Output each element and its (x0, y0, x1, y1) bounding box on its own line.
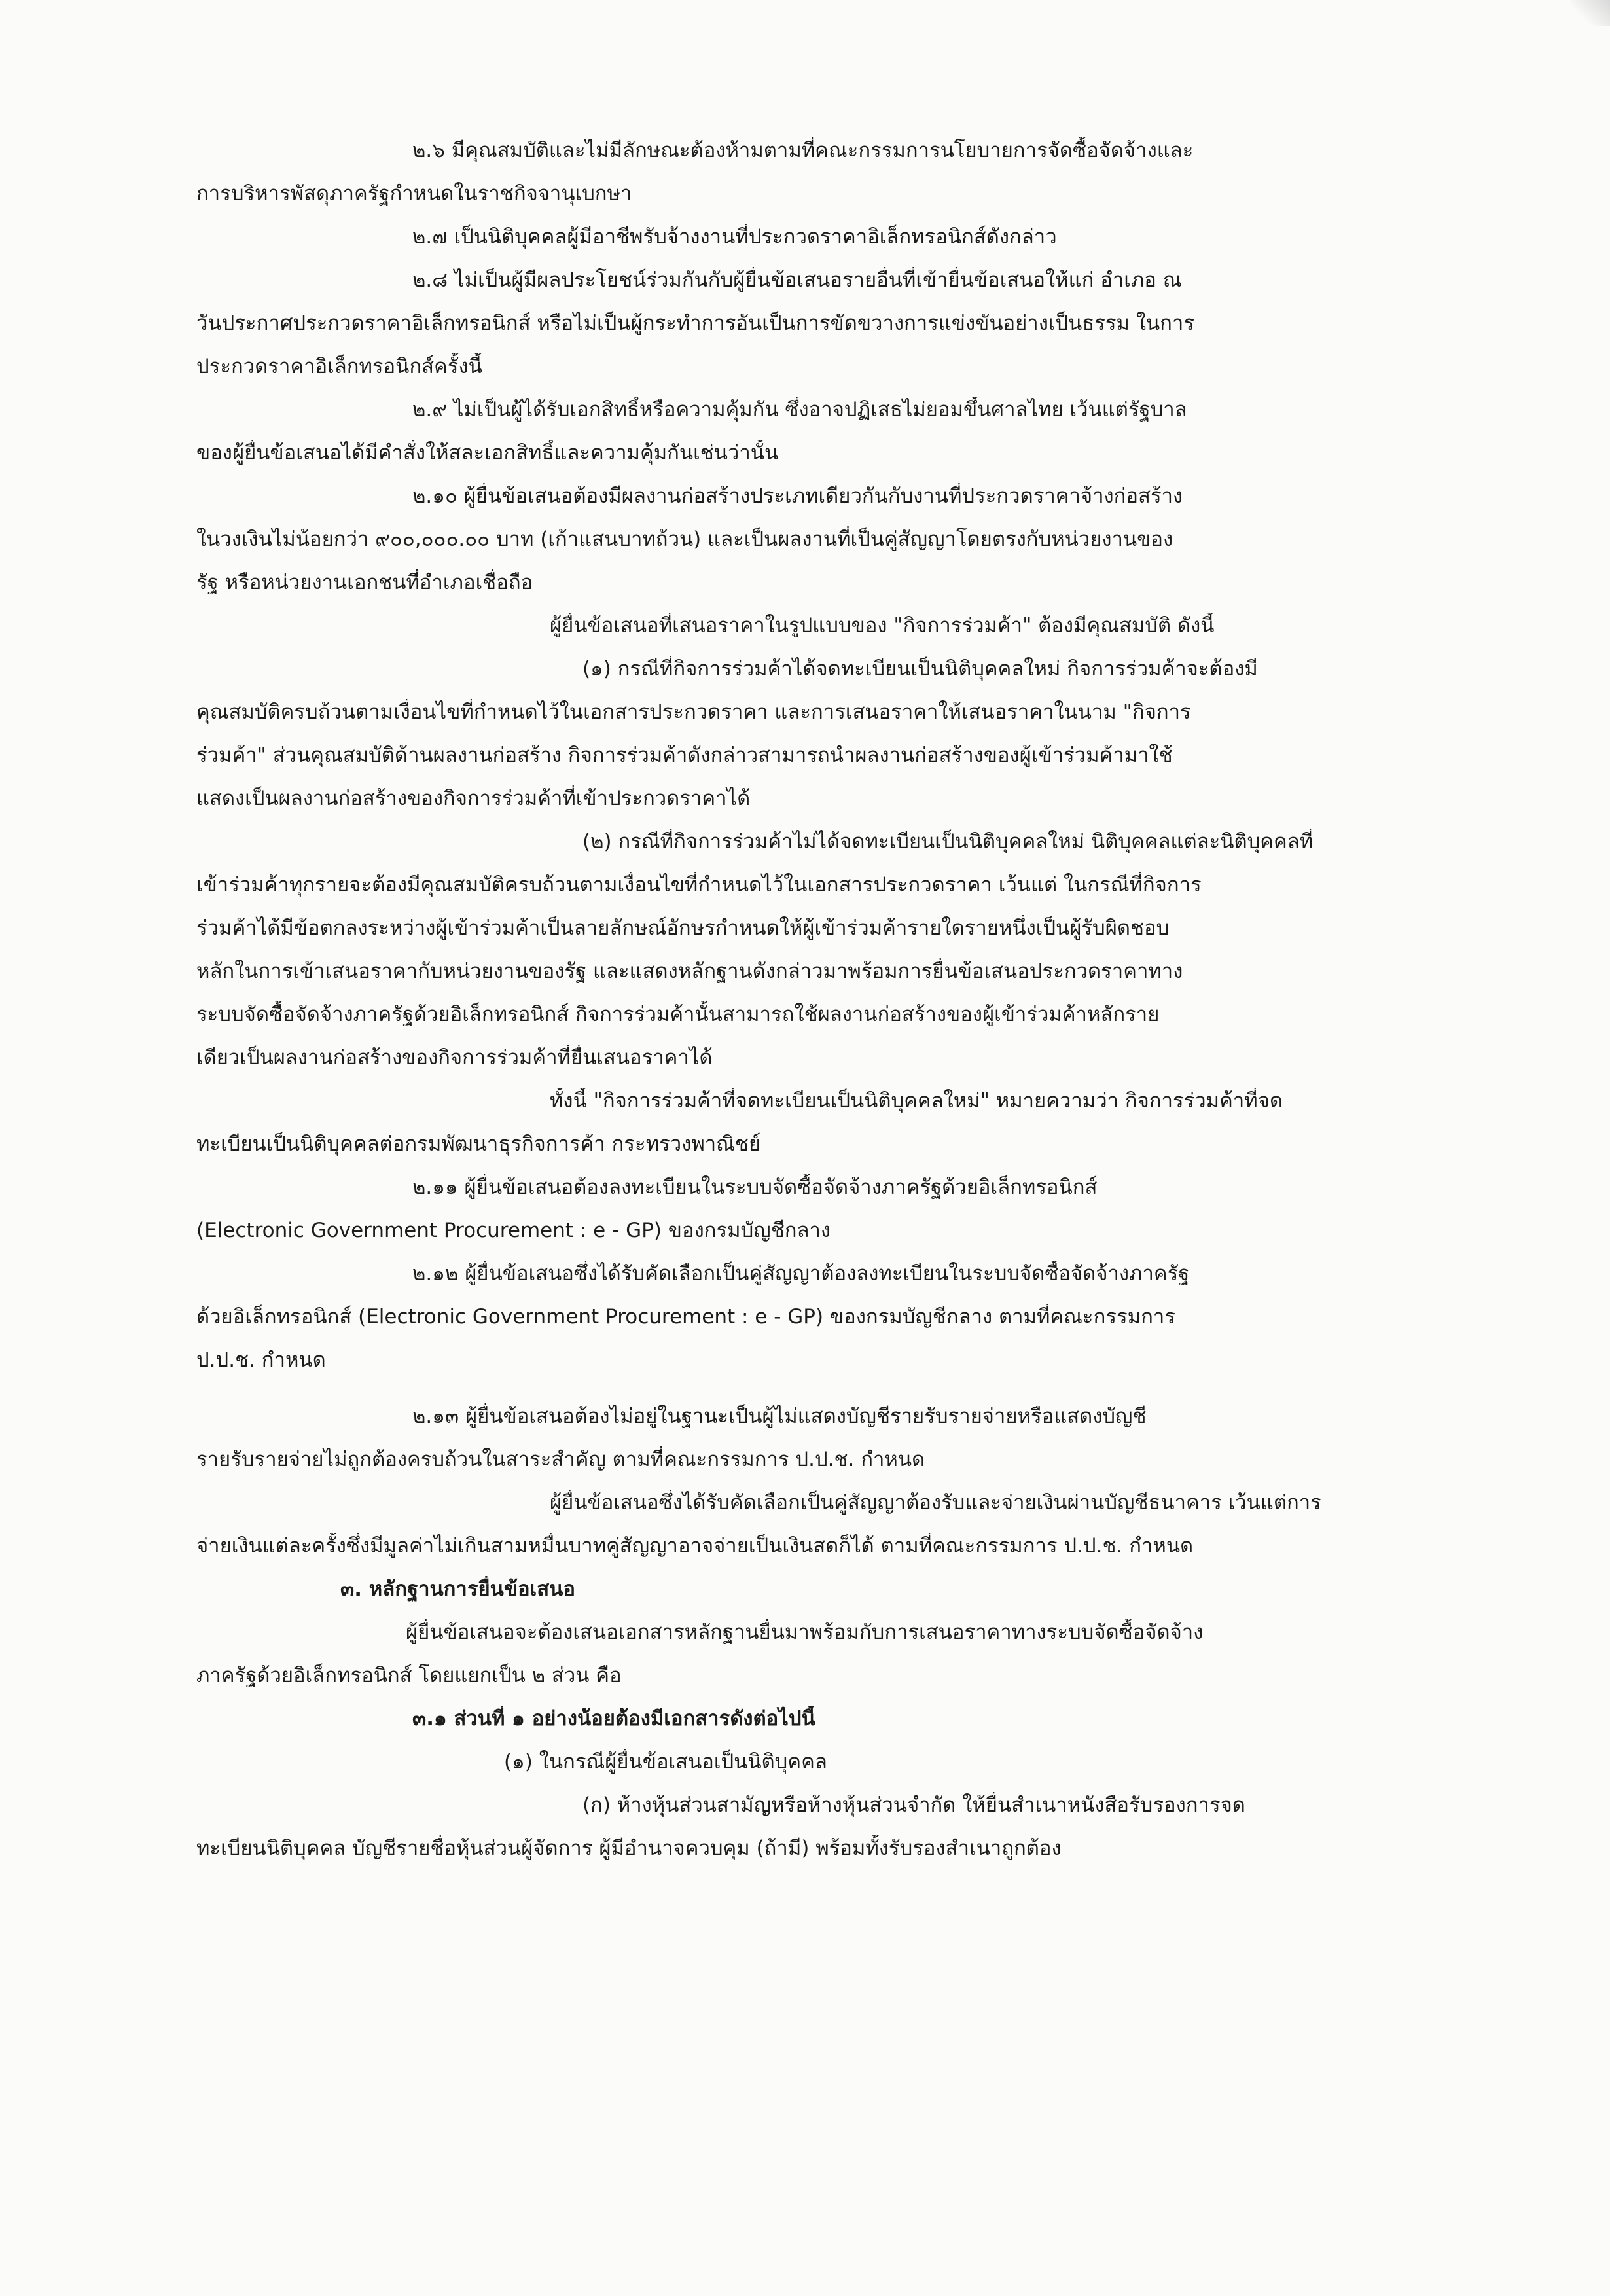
text-line: ร่วมค้า" ส่วนคุณสมบัติด้านผลงานก่อสร้าง กิจการร่วมค้าดังกล่าวสามารถนำผลงานก่อสร้างของผู้เข้าร่วมค้ามาใช้ (196, 744, 1173, 767)
text-line: ๒.๑๒ ผู้ยื่นข้อเสนอซึ่งได้รับคัดเลือกเป็นคู่สัญญาต้องลงทะเบียนในระบบจัดซื้อจัดจ้างภาครัฐ (412, 1262, 1190, 1285)
text-line: (๒) กรณีที่กิจการร่วมค้าไม่ได้จดทะเบียนเป็นนิติบุคคลใหม่ นิติบุคคลแต่ละนิติบุคคลที่ (582, 830, 1314, 853)
text-line: ผู้ยื่นข้อเสนอซึ่งได้รับคัดเลือกเป็นคู่สัญญาต้องรับและจ่ายเงินผ่านบัญชีธนาคาร เว้นแต่การ (550, 1491, 1321, 1515)
text-line: แสดงเป็นผลงานก่อสร้างของกิจการร่วมค้าที่เข้าประกวดราคาได้ (196, 787, 751, 810)
text-line: ของผู้ยื่นข้อเสนอได้มีคำสั่งให้สละเอกสิทธิ์และความคุ้มกันเช่นว่านั้น (196, 441, 779, 465)
text-line: จ่ายเงินแต่ละครั้งซึ่งมีมูลค่าไม่เกินสามหมื่นบาทคู่สัญญาอาจจ่ายเป็นเงินสดก็ได้ ตามที่คณะกรรมการ ป.ป.ช. กำหนด (196, 1534, 1194, 1558)
text-line: ทะเบียนเป็นนิติบุคคลต่อกรมพัฒนาธุรกิจการค้า กระทรวงพาณิชย์ (196, 1132, 761, 1156)
text-line: (Electronic Government Procurement : e - GP) ของกรมบัญชีกลาง (196, 1219, 831, 1242)
text-line: ร่วมค้าได้มีข้อตกลงระหว่างผู้เข้าร่วมค้าเป็นลายลักษณ์อักษรกำหนดให้ผู้เข้าร่วมค้ารายใดรายหนึ่งเป็นผู้รับผิดชอบ (196, 916, 1170, 940)
text-line: คุณสมบัติครบถ้วนตามเงื่อนไขที่กำหนดไว้ในเอกสารประกวดราคา และการเสนอราคาให้เสนอราคาในนาม "กิจการ (196, 700, 1191, 724)
paragraph-gap (196, 1390, 1427, 1403)
text-line: ๒.๙ ไม่เป็นผู้ได้รับเอกสิทธิ์หรือความคุ้มกัน ซึ่งอาจปฏิเสธไม่ยอมขึ้นศาลไทย เว้นแต่รัฐบาล (412, 398, 1187, 422)
text-line: ภาครัฐด้วยอิเล็กทรอนิกส์ โดยแยกเป็น ๒ ส่วน คือ (196, 1664, 622, 1687)
text-line: รัฐ หรือหน่วยงานเอกชนที่อำเภอเชื่อถือ (196, 571, 533, 594)
text-line: เข้าร่วมค้าทุกรายจะต้องมีคุณสมบัติครบถ้วนตามเงื่อนไขที่กำหนดไว้ในเอกสารประกวดราคา เว้นแต่ ในกรณีที่กิจการ (196, 873, 1202, 897)
text-line: ระบบจัดซื้อจัดจ้างภาครัฐด้วยอิเล็กทรอนิกส์ กิจการร่วมค้านั้นสามารถใช้ผลงานก่อสร้างของผู้เข้าร่วมค้าหลักราย (196, 1003, 1160, 1026)
text-line: ผู้ยื่นข้อเสนอที่เสนอราคาในรูปแบบของ "กิจการร่วมค้า" ต้องมีคุณสมบัติ ดังนี้ (550, 614, 1215, 637)
text-line: หลักในการเข้าเสนอราคากับหน่วยงานของรัฐ และแสดงหลักฐานดังกล่าวมาพร้อมการยื่นข้อเสนอประกวดราคาทาง (196, 960, 1183, 983)
text-line: ประกวดราคาอิเล็กทรอนิกส์ครั้งนี้ (196, 355, 482, 378)
section-heading: ๓.๑ ส่วนที่ ๑ อย่างน้อยต้องมีเอกสารดังต่อไปนี้ (412, 1707, 815, 1731)
text-line: การบริหารพัสดุภาครัฐกำหนดในราชกิจจานุเบกษา (196, 182, 632, 206)
text-line: ๒.๑๓ ผู้ยื่นข้อเสนอต้องไม่อยู่ในฐานะเป็นผู้ไม่แสดงบัญชีรายรับรายจ่ายหรือแสดงบัญชี (412, 1405, 1147, 1428)
text-line: ๒.๖ มีคุณสมบัติและไม่มีลักษณะต้องห้ามตามที่คณะกรรมการนโยบายการจัดซื้อจัดจ้างและ (412, 139, 1194, 162)
document-body (196, 137, 1427, 1878)
text-line: (๑) กรณีที่กิจการร่วมค้าได้จดทะเบียนเป็นนิติบุคคลใหม่ กิจการร่วมค้าจะต้องมี (582, 657, 1258, 681)
text-line: ด้วยอิเล็กทรอนิกส์ (Electronic Government Procurement : e - GP) ของกรมบัญชีกลาง ตามที่คณะกรรมการ (196, 1305, 1175, 1329)
text-line: วันประกาศประกวดราคาอิเล็กทรอนิกส์ หรือไม่เป็นผู้กระทำการอันเป็นการขัดขวางการแข่งขันอย่างเป็นธรรม ในการ (196, 312, 1194, 335)
text-line: ๒.๑๑ ผู้ยื่นข้อเสนอต้องลงทะเบียนในระบบจัดซื้อจัดจ้างภาครัฐด้วยอิเล็กทรอนิกส์ (412, 1175, 1098, 1199)
text-line: ๒.๑๐ ผู้ยื่นข้อเสนอต้องมีผลงานก่อสร้างประเภทเดียวกันกับงานที่ประกวดราคาจ้างก่อสร้าง (412, 484, 1183, 508)
text-line: ในวงเงินไม่น้อยกว่า ๙๐๐,๐๐๐.๐๐ บาท (เก้าแสนบาทถ้วน) และเป็นผลงานที่เป็นคู่สัญญาโดยตรงกับหน่วยงานของ (196, 528, 1173, 551)
text-line: (๑) ในกรณีผู้ยื่นข้อเสนอเป็นนิติบุคคล (504, 1750, 827, 1774)
text-line: ๒.๗ เป็นนิติบุคคลผู้มีอาชีพรับจ้างงานที่ประกวดราคาอิเล็กทรอนิกส์ดังกล่าว (412, 225, 1057, 249)
text-line: เดียวเป็นผลงานก่อสร้างของกิจการร่วมค้าที่ยื่นเสนอราคาได้ (196, 1046, 713, 1069)
text-line: (ก) ห้างหุ้นส่วนสามัญหรือห้างหุ้นส่วนจำกัด ให้ยื่นสำเนาหนังสือรับรองการจด (582, 1793, 1245, 1817)
text-line: ทั้งนี้ "กิจการร่วมค้าที่จดทะเบียนเป็นนิติบุคคลใหม่" หมายความว่า กิจการร่วมค้าที่จด (550, 1089, 1283, 1113)
text-line: ทะเบียนนิติบุคคล บัญชีรายชื่อหุ้นส่วนผู้จัดการ ผู้มีอำนาจควบคุม (ถ้ามี) พร้อมทั้งรับรองสำเนาถูกต้อง (196, 1837, 1062, 1860)
text-line: รายรับรายจ่ายไม่ถูกต้องครบถ้วนในสาระสำคัญ ตามที่คณะกรรมการ ป.ป.ช. กำหนด (196, 1448, 925, 1471)
text-line: ๒.๘ ไม่เป็นผู้มีผลประโยชน์ร่วมกันกับผู้ยื่นข้อเสนอรายอื่นที่เข้ายื่นข้อเสนอให้แก่ อำเภอ ณ (412, 268, 1182, 292)
text-line: ผู้ยื่นข้อเสนอจะต้องเสนอเอกสารหลักฐานยื่นมาพร้อมกับการเสนอราคาทางระบบจัดซื้อจัดจ้าง (406, 1621, 1204, 1644)
text-line: ป.ป.ช. กำหนด (196, 1348, 326, 1372)
section-heading: ๓. หลักฐานการยื่นข้อเสนอ (340, 1577, 575, 1601)
scan-edge-shadow (1571, 0, 1610, 26)
